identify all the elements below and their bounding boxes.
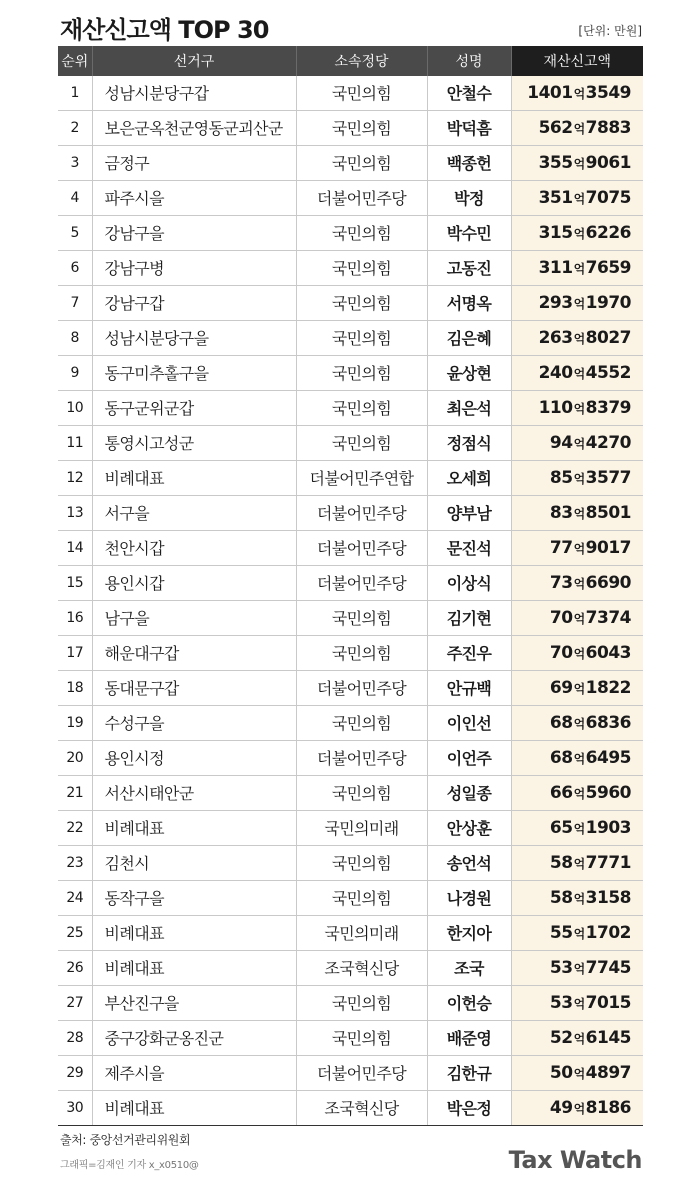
party-cell: 국민의힘 [296,355,427,390]
rank-cell: 29 [58,1055,92,1090]
asset-cell [511,950,643,985]
asset-man-value: 7745 [585,957,631,978]
asset-man-value: 6145 [585,1027,631,1048]
district-cell: 비례대표 [92,460,296,495]
table-row [58,880,643,915]
asset-eok-value: 58 [549,887,573,908]
asset-eok-value: 110 [538,397,573,418]
asset-cell [511,320,643,355]
party-cell: 더불어민주당 [296,180,427,215]
name-cell: 송언석 [427,845,511,880]
asset-man-value: 3158 [585,887,631,908]
asset-eok-value: 52 [549,1027,573,1048]
asset-cell [511,1055,643,1090]
district-cell: 서구을 [92,495,296,530]
asset-eok-unit: 억 [573,821,585,836]
party-cell: 더불어민주당 [296,495,427,530]
asset-cell [511,495,643,530]
table-row [58,635,643,670]
district-cell: 부산진구을 [92,985,296,1020]
rank-cell: 11 [58,425,92,460]
rank-cell: 5 [58,215,92,250]
rank-cell: 24 [58,880,92,915]
rank-cell: 13 [58,495,92,530]
asset-cell [511,845,643,880]
table-row [58,985,643,1020]
asset-eok-value: 70 [549,607,573,628]
asset-cell [511,145,643,180]
party-cell: 국민의힘 [296,110,427,145]
asset-man-value: 1903 [585,817,631,838]
asset-man-value: 6226 [585,222,631,243]
name-cell: 주진우 [427,635,511,670]
asset-eok-unit: 억 [573,541,585,556]
asset-eok-unit: 억 [573,716,585,731]
asset-eok-value: 94 [549,432,573,453]
asset-man-value: 1822 [585,677,631,698]
header-asset: 재산신고액 [511,46,643,76]
party-cell: 더불어민주당 [296,670,427,705]
asset-eok-unit: 억 [573,366,585,381]
asset-eok-unit: 억 [573,611,585,626]
rank-cell: 6 [58,250,92,285]
party-cell: 국민의힘 [296,600,427,635]
asset-eok-value: 69 [549,677,573,698]
party-cell: 더불어민주당 [296,1055,427,1090]
rank-cell: 27 [58,985,92,1020]
asset-eok-unit: 억 [573,331,585,346]
party-cell: 국민의힘 [296,320,427,355]
source-note: 출처: 중앙선거관리위원회 [60,1133,191,1147]
name-cell: 나경원 [427,880,511,915]
asset-eok-unit: 억 [573,506,585,521]
asset-cell [511,740,643,775]
name-cell: 김은혜 [427,320,511,355]
name-cell: 안규백 [427,670,511,705]
district-cell: 비례대표 [92,1090,296,1125]
asset-eok-unit: 억 [573,1066,585,1081]
name-cell: 이헌승 [427,985,511,1020]
asset-cell [511,635,643,670]
district-cell: 강남구을 [92,215,296,250]
asset-man-value: 8379 [585,397,631,418]
name-cell: 안철수 [427,76,511,110]
asset-man-value: 7015 [585,992,631,1013]
asset-cell [511,76,643,110]
asset-eok-value: 65 [549,817,573,838]
name-cell: 이언주 [427,740,511,775]
name-cell: 윤상현 [427,355,511,390]
asset-ranking-table [58,46,643,1126]
asset-man-value: 6495 [585,747,631,768]
asset-cell [511,810,643,845]
table-row [58,320,643,355]
asset-eok-value: 68 [549,712,573,733]
name-cell: 박수민 [427,215,511,250]
graphic-credit: 그래픽=김재인 기자 x_x0510@ [60,1160,199,1171]
party-cell: 국민의힘 [296,985,427,1020]
name-cell: 양부남 [427,495,511,530]
asset-man-value: 1702 [585,922,631,943]
asset-eok-value: 53 [549,992,573,1013]
name-cell: 오세희 [427,460,511,495]
rank-cell: 7 [58,285,92,320]
asset-eok-unit: 억 [573,926,585,941]
name-cell: 백종헌 [427,145,511,180]
asset-cell [511,390,643,425]
asset-cell [511,1020,643,1055]
party-cell: 국민의힘 [296,215,427,250]
rank-cell: 25 [58,915,92,950]
district-cell: 비례대표 [92,915,296,950]
district-cell: 동구미추홀구을 [92,355,296,390]
district-cell: 성남시분당구을 [92,320,296,355]
district-cell: 서산시태안군 [92,775,296,810]
table-row [58,1090,643,1125]
district-cell: 통영시고성군 [92,425,296,460]
asset-man-value: 4897 [585,1062,631,1083]
rank-cell: 22 [58,810,92,845]
asset-eok-value: 240 [538,362,573,383]
asset-eok-value: 351 [538,187,573,208]
asset-cell [511,250,643,285]
party-cell: 더불어민주당 [296,530,427,565]
table-row [58,600,643,635]
name-cell: 정점식 [427,425,511,460]
table-row [58,180,643,215]
asset-eok-value: 1401 [527,82,573,103]
rank-cell: 19 [58,705,92,740]
district-cell: 수성구을 [92,705,296,740]
district-cell: 강남구갑 [92,285,296,320]
asset-man-value: 6690 [585,572,631,593]
rank-cell: 20 [58,740,92,775]
header-rank: 순위 [58,46,92,76]
asset-eok-value: 50 [549,1062,573,1083]
district-cell: 용인시갑 [92,565,296,600]
rank-cell: 23 [58,845,92,880]
asset-eok-unit: 억 [573,261,585,276]
table-header-row [58,46,643,76]
asset-eok-value: 66 [549,782,573,803]
name-cell: 서명옥 [427,285,511,320]
name-cell: 고동진 [427,250,511,285]
table-row [58,250,643,285]
asset-eok-value: 315 [538,222,573,243]
table-row [58,390,643,425]
asset-cell [511,215,643,250]
rank-cell: 8 [58,320,92,355]
table-row [58,915,643,950]
party-cell: 국민의힘 [296,705,427,740]
district-cell: 제주시을 [92,1055,296,1090]
table-row [58,950,643,985]
asset-eok-value: 263 [538,327,573,348]
asset-man-value: 7659 [585,257,631,278]
asset-man-value: 6043 [585,642,631,663]
asset-man-value: 8501 [585,502,631,523]
asset-cell [511,180,643,215]
asset-eok-unit: 억 [573,296,585,311]
asset-eok-value: 562 [538,117,573,138]
name-cell: 성일종 [427,775,511,810]
name-cell: 김한규 [427,1055,511,1090]
asset-eok-value: 73 [549,572,573,593]
party-cell: 국민의힘 [296,880,427,915]
district-cell: 비례대표 [92,810,296,845]
asset-eok-unit: 억 [573,471,585,486]
table-row [58,110,643,145]
asset-man-value: 7771 [585,852,631,873]
asset-eok-value: 77 [549,537,573,558]
district-cell: 동작구을 [92,880,296,915]
party-cell: 국민의힘 [296,390,427,425]
rank-cell: 30 [58,1090,92,1125]
asset-eok-value: 58 [549,852,573,873]
asset-eok-unit: 억 [573,191,585,206]
asset-cell [511,285,643,320]
rank-cell: 3 [58,145,92,180]
header-name: 성명 [427,46,511,76]
rank-cell: 18 [58,670,92,705]
table-row [58,530,643,565]
party-cell: 조국혁신당 [296,950,427,985]
table-row [58,355,643,390]
rank-cell: 15 [58,565,92,600]
asset-cell [511,985,643,1020]
name-cell: 배준영 [427,1020,511,1055]
asset-eok-value: 85 [549,467,573,488]
asset-eok-value: 70 [549,642,573,663]
table-row [58,460,643,495]
party-cell: 국민의힘 [296,425,427,460]
rank-cell: 17 [58,635,92,670]
table-row [58,705,643,740]
district-cell: 김천시 [92,845,296,880]
table-row [58,215,643,250]
party-cell: 국민의힘 [296,250,427,285]
table-body [58,76,643,1125]
asset-eok-value: 68 [549,747,573,768]
rank-cell: 9 [58,355,92,390]
asset-eok-unit: 억 [573,121,585,136]
district-cell: 천안시갑 [92,530,296,565]
asset-eok-value: 53 [549,957,573,978]
asset-cell [511,110,643,145]
asset-man-value: 1970 [585,292,631,313]
district-cell: 성남시분당구갑 [92,76,296,110]
asset-man-value: 7883 [585,117,631,138]
asset-eok-unit: 억 [573,961,585,976]
asset-man-value: 4552 [585,362,631,383]
asset-eok-unit: 억 [573,1101,585,1116]
asset-eok-unit: 억 [573,401,585,416]
district-cell: 파주시을 [92,180,296,215]
rank-cell: 21 [58,775,92,810]
asset-cell [511,880,643,915]
header-district: 선거구 [92,46,296,76]
header-party: 소속정당 [296,46,427,76]
page-title: 재산신고액 TOP 30 [60,16,269,44]
asset-cell [511,705,643,740]
table-row [58,1055,643,1090]
asset-man-value: 8027 [585,327,631,348]
asset-eok-unit: 억 [573,646,585,661]
table-row [58,145,643,180]
party-cell: 국민의미래 [296,915,427,950]
party-cell: 국민의힘 [296,76,427,110]
rank-cell: 26 [58,950,92,985]
table-row [58,740,643,775]
table-row [58,285,643,320]
party-cell: 더불어민주당 [296,565,427,600]
district-cell: 동대문구갑 [92,670,296,705]
party-cell: 국민의힘 [296,775,427,810]
district-cell: 보은군옥천군영동군괴산군 [92,110,296,145]
rank-cell: 12 [58,460,92,495]
asset-eok-value: 83 [549,502,573,523]
name-cell: 박덕흠 [427,110,511,145]
asset-man-value: 4270 [585,432,631,453]
party-cell: 국민의힘 [296,285,427,320]
name-cell: 문진석 [427,530,511,565]
asset-cell [511,915,643,950]
table-row [58,845,643,880]
rank-cell: 16 [58,600,92,635]
table-row [58,1020,643,1055]
asset-man-value: 9061 [585,152,631,173]
district-cell: 중구강화군옹진군 [92,1020,296,1055]
name-cell: 이인선 [427,705,511,740]
asset-man-value: 7075 [585,187,631,208]
name-cell: 한지아 [427,915,511,950]
rank-cell: 2 [58,110,92,145]
asset-eok-unit: 억 [573,856,585,871]
asset-eok-unit: 억 [573,996,585,1011]
party-cell: 국민의힘 [296,845,427,880]
table-row [58,76,643,110]
district-cell: 금정구 [92,145,296,180]
asset-man-value: 8186 [585,1097,631,1118]
party-cell: 더불어민주당 [296,740,427,775]
asset-cell [511,1090,643,1125]
asset-cell [511,600,643,635]
asset-man-value: 6836 [585,712,631,733]
district-cell: 남구을 [92,600,296,635]
asset-eok-value: 311 [538,257,573,278]
asset-man-value: 3549 [585,82,631,103]
rank-cell: 1 [58,76,92,110]
district-cell: 비례대표 [92,950,296,985]
table-row [58,565,643,600]
table-row [58,775,643,810]
asset-cell [511,775,643,810]
asset-eok-unit: 억 [573,681,585,696]
table-row [58,495,643,530]
table-row [58,425,643,460]
district-cell: 해운대구갑 [92,635,296,670]
party-cell: 국민의힘 [296,1020,427,1055]
name-cell: 조국 [427,950,511,985]
asset-cell [511,530,643,565]
asset-eok-unit: 억 [573,156,585,171]
asset-eok-value: 49 [549,1097,573,1118]
name-cell: 이상식 [427,565,511,600]
asset-eok-unit: 억 [573,86,585,101]
name-cell: 최은석 [427,390,511,425]
asset-eok-unit: 억 [573,751,585,766]
rank-cell: 28 [58,1020,92,1055]
tax-watch-logo: Tax Watch [508,1146,642,1174]
asset-eok-unit: 억 [573,891,585,906]
asset-eok-unit: 억 [573,1031,585,1046]
unit-label: [단위: 만원] [578,24,642,38]
asset-cell [511,425,643,460]
rank-cell: 10 [58,390,92,425]
party-cell: 국민의힘 [296,635,427,670]
rank-cell: 4 [58,180,92,215]
name-cell: 안상훈 [427,810,511,845]
asset-cell [511,460,643,495]
name-cell: 김기현 [427,600,511,635]
district-cell: 용인시정 [92,740,296,775]
table-row [58,670,643,705]
rank-cell: 14 [58,530,92,565]
asset-eok-unit: 억 [573,436,585,451]
asset-eok-value: 355 [538,152,573,173]
party-cell: 국민의힘 [296,145,427,180]
district-cell: 동구군위군갑 [92,390,296,425]
asset-man-value: 7374 [585,607,631,628]
asset-eok-value: 293 [538,292,573,313]
asset-man-value: 3577 [585,467,631,488]
party-cell: 조국혁신당 [296,1090,427,1125]
district-cell: 강남구병 [92,250,296,285]
asset-man-value: 9017 [585,537,631,558]
asset-eok-value: 55 [549,922,573,943]
asset-man-value: 5960 [585,782,631,803]
asset-eok-unit: 억 [573,576,585,591]
asset-cell [511,565,643,600]
asset-cell [511,355,643,390]
asset-eok-unit: 억 [573,786,585,801]
party-cell: 국민의미래 [296,810,427,845]
table-row [58,810,643,845]
asset-cell [511,670,643,705]
name-cell: 박정 [427,180,511,215]
party-cell: 더불어민주연합 [296,460,427,495]
asset-eok-unit: 억 [573,226,585,241]
name-cell: 박은정 [427,1090,511,1125]
